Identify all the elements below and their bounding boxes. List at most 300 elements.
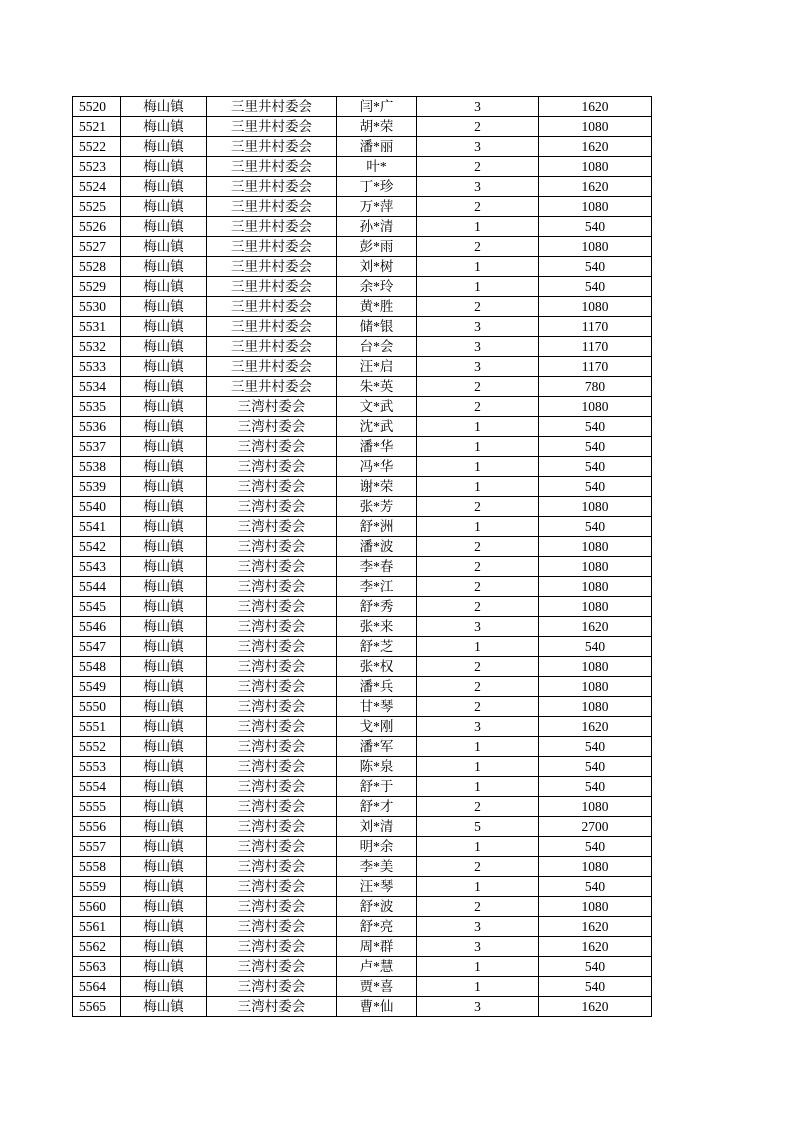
household-count-cell: 3 — [417, 997, 539, 1017]
amount-cell: 1080 — [539, 237, 652, 257]
household-count-cell: 2 — [417, 397, 539, 417]
amount-cell: 1080 — [539, 197, 652, 217]
name-cell: 汪*琴 — [337, 877, 417, 897]
town-cell: 梅山镇 — [121, 197, 207, 217]
village-committee-cell: 三里井村委会 — [207, 257, 337, 277]
name-cell: 李*江 — [337, 577, 417, 597]
table-row — [73, 557, 652, 577]
amount-cell: 1080 — [539, 897, 652, 917]
name-cell: 甘*琴 — [337, 697, 417, 717]
town-cell: 梅山镇 — [121, 317, 207, 337]
table-row — [73, 757, 652, 777]
table-row — [73, 597, 652, 617]
name-cell: 明*余 — [337, 837, 417, 857]
household-count-cell: 2 — [417, 377, 539, 397]
village-committee-cell: 三湾村委会 — [207, 837, 337, 857]
row-number-cell: 5550 — [73, 697, 121, 717]
table-row — [73, 817, 652, 837]
household-count-cell: 1 — [417, 217, 539, 237]
town-cell: 梅山镇 — [121, 897, 207, 917]
name-cell: 刘*清 — [337, 817, 417, 837]
amount-cell: 1080 — [539, 557, 652, 577]
table-row — [73, 737, 652, 757]
village-committee-cell: 三湾村委会 — [207, 397, 337, 417]
table-row — [73, 157, 652, 177]
household-count-cell: 3 — [417, 717, 539, 737]
town-cell: 梅山镇 — [121, 477, 207, 497]
town-cell: 梅山镇 — [121, 237, 207, 257]
town-cell: 梅山镇 — [121, 637, 207, 657]
row-number-cell: 5522 — [73, 137, 121, 157]
household-count-cell: 1 — [417, 777, 539, 797]
household-count-cell: 2 — [417, 577, 539, 597]
name-cell: 舒*亮 — [337, 917, 417, 937]
household-count-cell: 2 — [417, 557, 539, 577]
amount-cell: 1080 — [539, 657, 652, 677]
name-cell: 台*会 — [337, 337, 417, 357]
village-committee-cell: 三里井村委会 — [207, 297, 337, 317]
row-number-cell: 5562 — [73, 937, 121, 957]
village-committee-cell: 三湾村委会 — [207, 977, 337, 997]
name-cell: 舒*于 — [337, 777, 417, 797]
village-committee-cell: 三里井村委会 — [207, 237, 337, 257]
amount-cell: 1170 — [539, 337, 652, 357]
name-cell: 周*群 — [337, 937, 417, 957]
amount-cell: 1620 — [539, 717, 652, 737]
name-cell: 舒*芝 — [337, 637, 417, 657]
row-number-cell: 5530 — [73, 297, 121, 317]
table-row — [73, 917, 652, 937]
row-number-cell: 5544 — [73, 577, 121, 597]
town-cell: 梅山镇 — [121, 497, 207, 517]
amount-cell: 540 — [539, 257, 652, 277]
amount-cell: 1080 — [539, 697, 652, 717]
name-cell: 李*美 — [337, 857, 417, 877]
name-cell: 贾*喜 — [337, 977, 417, 997]
household-count-cell: 1 — [417, 277, 539, 297]
household-count-cell: 2 — [417, 237, 539, 257]
amount-cell: 1170 — [539, 357, 652, 377]
village-committee-cell: 三湾村委会 — [207, 477, 337, 497]
table-row — [73, 877, 652, 897]
name-cell: 冯*华 — [337, 457, 417, 477]
table-row — [73, 457, 652, 477]
row-number-cell: 5565 — [73, 997, 121, 1017]
row-number-cell: 5546 — [73, 617, 121, 637]
amount-cell: 540 — [539, 637, 652, 657]
row-number-cell: 5537 — [73, 437, 121, 457]
row-number-cell: 5532 — [73, 337, 121, 357]
table-row — [73, 997, 652, 1017]
amount-cell: 1080 — [539, 537, 652, 557]
row-number-cell: 5540 — [73, 497, 121, 517]
table-row — [73, 957, 652, 977]
table-row — [73, 97, 652, 117]
row-number-cell: 5560 — [73, 897, 121, 917]
village-committee-cell: 三湾村委会 — [207, 937, 337, 957]
amount-cell: 1080 — [539, 577, 652, 597]
amount-cell: 1620 — [539, 997, 652, 1017]
household-count-cell: 1 — [417, 437, 539, 457]
household-count-cell: 2 — [417, 157, 539, 177]
amount-cell: 540 — [539, 437, 652, 457]
row-number-cell: 5539 — [73, 477, 121, 497]
household-count-cell: 3 — [417, 177, 539, 197]
amount-cell: 1080 — [539, 857, 652, 877]
table-row — [73, 197, 652, 217]
town-cell: 梅山镇 — [121, 397, 207, 417]
household-count-cell: 2 — [417, 197, 539, 217]
row-number-cell: 5543 — [73, 557, 121, 577]
amount-cell: 540 — [539, 757, 652, 777]
table-row — [73, 777, 652, 797]
amount-cell: 540 — [539, 837, 652, 857]
row-number-cell: 5563 — [73, 957, 121, 977]
amount-cell: 1080 — [539, 117, 652, 137]
village-committee-cell: 三里井村委会 — [207, 337, 337, 357]
town-cell: 梅山镇 — [121, 737, 207, 757]
household-count-cell: 1 — [417, 257, 539, 277]
name-cell: 潘*华 — [337, 437, 417, 457]
household-count-cell: 3 — [417, 137, 539, 157]
amount-cell: 540 — [539, 457, 652, 477]
household-count-cell: 2 — [417, 537, 539, 557]
amount-cell: 1080 — [539, 677, 652, 697]
town-cell: 梅山镇 — [121, 257, 207, 277]
amount-cell: 1080 — [539, 157, 652, 177]
village-committee-cell: 三里井村委会 — [207, 357, 337, 377]
village-committee-cell: 三湾村委会 — [207, 537, 337, 557]
household-count-cell: 1 — [417, 957, 539, 977]
name-cell: 舒*才 — [337, 797, 417, 817]
name-cell: 文*武 — [337, 397, 417, 417]
household-count-cell: 2 — [417, 897, 539, 917]
row-number-cell: 5555 — [73, 797, 121, 817]
village-committee-cell: 三湾村委会 — [207, 577, 337, 597]
row-number-cell: 5533 — [73, 357, 121, 377]
village-committee-cell: 三里井村委会 — [207, 97, 337, 117]
amount-cell: 1080 — [539, 797, 652, 817]
name-cell: 叶* — [337, 157, 417, 177]
town-cell: 梅山镇 — [121, 997, 207, 1017]
row-number-cell: 5523 — [73, 157, 121, 177]
town-cell: 梅山镇 — [121, 297, 207, 317]
table-row — [73, 677, 652, 697]
household-count-cell: 3 — [417, 917, 539, 937]
village-committee-cell: 三里井村委会 — [207, 137, 337, 157]
household-count-cell: 3 — [417, 337, 539, 357]
table-row — [73, 657, 652, 677]
household-count-cell: 2 — [417, 677, 539, 697]
amount-cell: 540 — [539, 277, 652, 297]
village-committee-cell: 三里井村委会 — [207, 377, 337, 397]
amount-cell: 1620 — [539, 917, 652, 937]
town-cell: 梅山镇 — [121, 537, 207, 557]
table-row — [73, 897, 652, 917]
table-row — [73, 637, 652, 657]
town-cell: 梅山镇 — [121, 937, 207, 957]
amount-cell: 1080 — [539, 497, 652, 517]
row-number-cell: 5552 — [73, 737, 121, 757]
village-committee-cell: 三湾村委会 — [207, 917, 337, 937]
table-row — [73, 477, 652, 497]
village-committee-cell: 三湾村委会 — [207, 657, 337, 677]
row-number-cell: 5542 — [73, 537, 121, 557]
name-cell: 黄*胜 — [337, 297, 417, 317]
table-row — [73, 277, 652, 297]
table-row — [73, 497, 652, 517]
table-row — [73, 337, 652, 357]
household-count-cell: 5 — [417, 817, 539, 837]
table-row — [73, 937, 652, 957]
amount-cell: 540 — [539, 417, 652, 437]
household-count-cell: 3 — [417, 97, 539, 117]
village-committee-cell: 三湾村委会 — [207, 637, 337, 657]
household-count-cell: 1 — [417, 417, 539, 437]
table-row — [73, 177, 652, 197]
household-count-cell: 3 — [417, 317, 539, 337]
village-committee-cell: 三湾村委会 — [207, 497, 337, 517]
amount-cell: 780 — [539, 377, 652, 397]
name-cell: 潘*丽 — [337, 137, 417, 157]
name-cell: 朱*英 — [337, 377, 417, 397]
row-number-cell: 5536 — [73, 417, 121, 437]
amount-cell: 540 — [539, 477, 652, 497]
village-committee-cell: 三里井村委会 — [207, 217, 337, 237]
village-committee-cell: 三湾村委会 — [207, 897, 337, 917]
household-count-cell: 1 — [417, 457, 539, 477]
household-count-cell: 2 — [417, 297, 539, 317]
town-cell: 梅山镇 — [121, 717, 207, 737]
amount-cell: 1620 — [539, 937, 652, 957]
row-number-cell: 5561 — [73, 917, 121, 937]
town-cell: 梅山镇 — [121, 757, 207, 777]
village-committee-cell: 三里井村委会 — [207, 177, 337, 197]
name-cell: 舒*洲 — [337, 517, 417, 537]
village-committee-cell: 三湾村委会 — [207, 877, 337, 897]
amount-cell: 540 — [539, 977, 652, 997]
village-committee-cell: 三湾村委会 — [207, 697, 337, 717]
household-count-cell: 1 — [417, 517, 539, 537]
row-number-cell: 5525 — [73, 197, 121, 217]
village-committee-cell: 三里井村委会 — [207, 277, 337, 297]
village-committee-cell: 三湾村委会 — [207, 457, 337, 477]
village-committee-cell: 三湾村委会 — [207, 817, 337, 837]
town-cell: 梅山镇 — [121, 457, 207, 477]
household-count-cell: 3 — [417, 617, 539, 637]
household-count-cell: 2 — [417, 797, 539, 817]
amount-cell: 540 — [539, 957, 652, 977]
amount-cell: 1170 — [539, 317, 652, 337]
table-row — [73, 297, 652, 317]
name-cell: 舒*波 — [337, 897, 417, 917]
row-number-cell: 5538 — [73, 457, 121, 477]
village-committee-cell: 三湾村委会 — [207, 857, 337, 877]
name-cell: 彭*雨 — [337, 237, 417, 257]
amount-cell: 540 — [539, 517, 652, 537]
town-cell: 梅山镇 — [121, 677, 207, 697]
table-row — [73, 857, 652, 877]
name-cell: 刘*树 — [337, 257, 417, 277]
town-cell: 梅山镇 — [121, 857, 207, 877]
row-number-cell: 5524 — [73, 177, 121, 197]
town-cell: 梅山镇 — [121, 377, 207, 397]
town-cell: 梅山镇 — [121, 957, 207, 977]
village-committee-cell: 三湾村委会 — [207, 797, 337, 817]
village-committee-cell: 三湾村委会 — [207, 777, 337, 797]
name-cell: 谢*荣 — [337, 477, 417, 497]
row-number-cell: 5531 — [73, 317, 121, 337]
amount-cell: 1080 — [539, 297, 652, 317]
row-number-cell: 5564 — [73, 977, 121, 997]
row-number-cell: 5541 — [73, 517, 121, 537]
village-committee-cell: 三湾村委会 — [207, 557, 337, 577]
household-count-cell: 2 — [417, 497, 539, 517]
row-number-cell: 5526 — [73, 217, 121, 237]
village-committee-cell: 三湾村委会 — [207, 997, 337, 1017]
household-count-cell: 1 — [417, 837, 539, 857]
amount-cell: 1620 — [539, 617, 652, 637]
table-row — [73, 357, 652, 377]
name-cell: 潘*军 — [337, 737, 417, 757]
name-cell: 余*玲 — [337, 277, 417, 297]
name-cell: 张*来 — [337, 617, 417, 637]
table-row — [73, 417, 652, 437]
town-cell: 梅山镇 — [121, 577, 207, 597]
town-cell: 梅山镇 — [121, 817, 207, 837]
town-cell: 梅山镇 — [121, 137, 207, 157]
row-number-cell: 5559 — [73, 877, 121, 897]
row-number-cell: 5547 — [73, 637, 121, 657]
row-number-cell: 5529 — [73, 277, 121, 297]
row-number-cell: 5535 — [73, 397, 121, 417]
town-cell: 梅山镇 — [121, 357, 207, 377]
table-row — [73, 797, 652, 817]
amount-cell: 1620 — [539, 137, 652, 157]
name-cell: 张*芳 — [337, 497, 417, 517]
household-count-cell: 2 — [417, 117, 539, 137]
household-count-cell: 1 — [417, 477, 539, 497]
row-number-cell: 5558 — [73, 857, 121, 877]
town-cell: 梅山镇 — [121, 97, 207, 117]
name-cell: 潘*兵 — [337, 677, 417, 697]
village-committee-cell: 三湾村委会 — [207, 717, 337, 737]
town-cell: 梅山镇 — [121, 657, 207, 677]
table-row — [73, 617, 652, 637]
household-count-cell: 1 — [417, 877, 539, 897]
name-cell: 潘*波 — [337, 537, 417, 557]
village-committee-cell: 三湾村委会 — [207, 957, 337, 977]
name-cell: 闫*广 — [337, 97, 417, 117]
amount-cell: 540 — [539, 877, 652, 897]
village-committee-cell: 三湾村委会 — [207, 757, 337, 777]
table-row — [73, 697, 652, 717]
household-count-cell: 3 — [417, 357, 539, 377]
data-table — [72, 96, 652, 1017]
name-cell: 沈*武 — [337, 417, 417, 437]
village-committee-cell: 三湾村委会 — [207, 677, 337, 697]
town-cell: 梅山镇 — [121, 597, 207, 617]
table-row — [73, 237, 652, 257]
name-cell: 储*银 — [337, 317, 417, 337]
row-number-cell: 5549 — [73, 677, 121, 697]
town-cell: 梅山镇 — [121, 437, 207, 457]
town-cell: 梅山镇 — [121, 797, 207, 817]
row-number-cell: 5556 — [73, 817, 121, 837]
table-row — [73, 577, 652, 597]
household-count-cell: 2 — [417, 657, 539, 677]
village-committee-cell: 三里井村委会 — [207, 117, 337, 137]
town-cell: 梅山镇 — [121, 777, 207, 797]
town-cell: 梅山镇 — [121, 277, 207, 297]
town-cell: 梅山镇 — [121, 417, 207, 437]
amount-cell: 540 — [539, 217, 652, 237]
name-cell: 万*萍 — [337, 197, 417, 217]
town-cell: 梅山镇 — [121, 177, 207, 197]
table-row — [73, 397, 652, 417]
name-cell: 张*权 — [337, 657, 417, 677]
table-body — [73, 97, 652, 1017]
table-row — [73, 537, 652, 557]
amount-cell: 540 — [539, 737, 652, 757]
household-count-cell: 1 — [417, 977, 539, 997]
name-cell: 卢*慧 — [337, 957, 417, 977]
town-cell: 梅山镇 — [121, 977, 207, 997]
name-cell: 曹*仙 — [337, 997, 417, 1017]
name-cell: 汪*启 — [337, 357, 417, 377]
amount-cell: 1080 — [539, 597, 652, 617]
table-row — [73, 717, 652, 737]
town-cell: 梅山镇 — [121, 617, 207, 637]
name-cell: 陈*泉 — [337, 757, 417, 777]
row-number-cell: 5534 — [73, 377, 121, 397]
amount-cell: 1620 — [539, 177, 652, 197]
household-count-cell: 1 — [417, 637, 539, 657]
town-cell: 梅山镇 — [121, 337, 207, 357]
town-cell: 梅山镇 — [121, 837, 207, 857]
town-cell: 梅山镇 — [121, 517, 207, 537]
town-cell: 梅山镇 — [121, 697, 207, 717]
village-committee-cell: 三里井村委会 — [207, 157, 337, 177]
village-committee-cell: 三湾村委会 — [207, 517, 337, 537]
row-number-cell: 5521 — [73, 117, 121, 137]
table-row — [73, 117, 652, 137]
household-count-cell: 2 — [417, 697, 539, 717]
table-row — [73, 837, 652, 857]
table-row — [73, 257, 652, 277]
village-committee-cell: 三湾村委会 — [207, 597, 337, 617]
name-cell: 孙*清 — [337, 217, 417, 237]
row-number-cell: 5551 — [73, 717, 121, 737]
household-count-cell: 3 — [417, 937, 539, 957]
town-cell: 梅山镇 — [121, 877, 207, 897]
amount-cell: 1620 — [539, 97, 652, 117]
name-cell: 舒*秀 — [337, 597, 417, 617]
town-cell: 梅山镇 — [121, 157, 207, 177]
household-count-cell: 1 — [417, 737, 539, 757]
row-number-cell: 5520 — [73, 97, 121, 117]
name-cell: 李*春 — [337, 557, 417, 577]
village-committee-cell: 三湾村委会 — [207, 417, 337, 437]
table-row — [73, 437, 652, 457]
name-cell: 胡*荣 — [337, 117, 417, 137]
household-count-cell: 1 — [417, 757, 539, 777]
name-cell: 戈*刚 — [337, 717, 417, 737]
town-cell: 梅山镇 — [121, 917, 207, 937]
table-row — [73, 977, 652, 997]
town-cell: 梅山镇 — [121, 217, 207, 237]
village-committee-cell: 三湾村委会 — [207, 617, 337, 637]
